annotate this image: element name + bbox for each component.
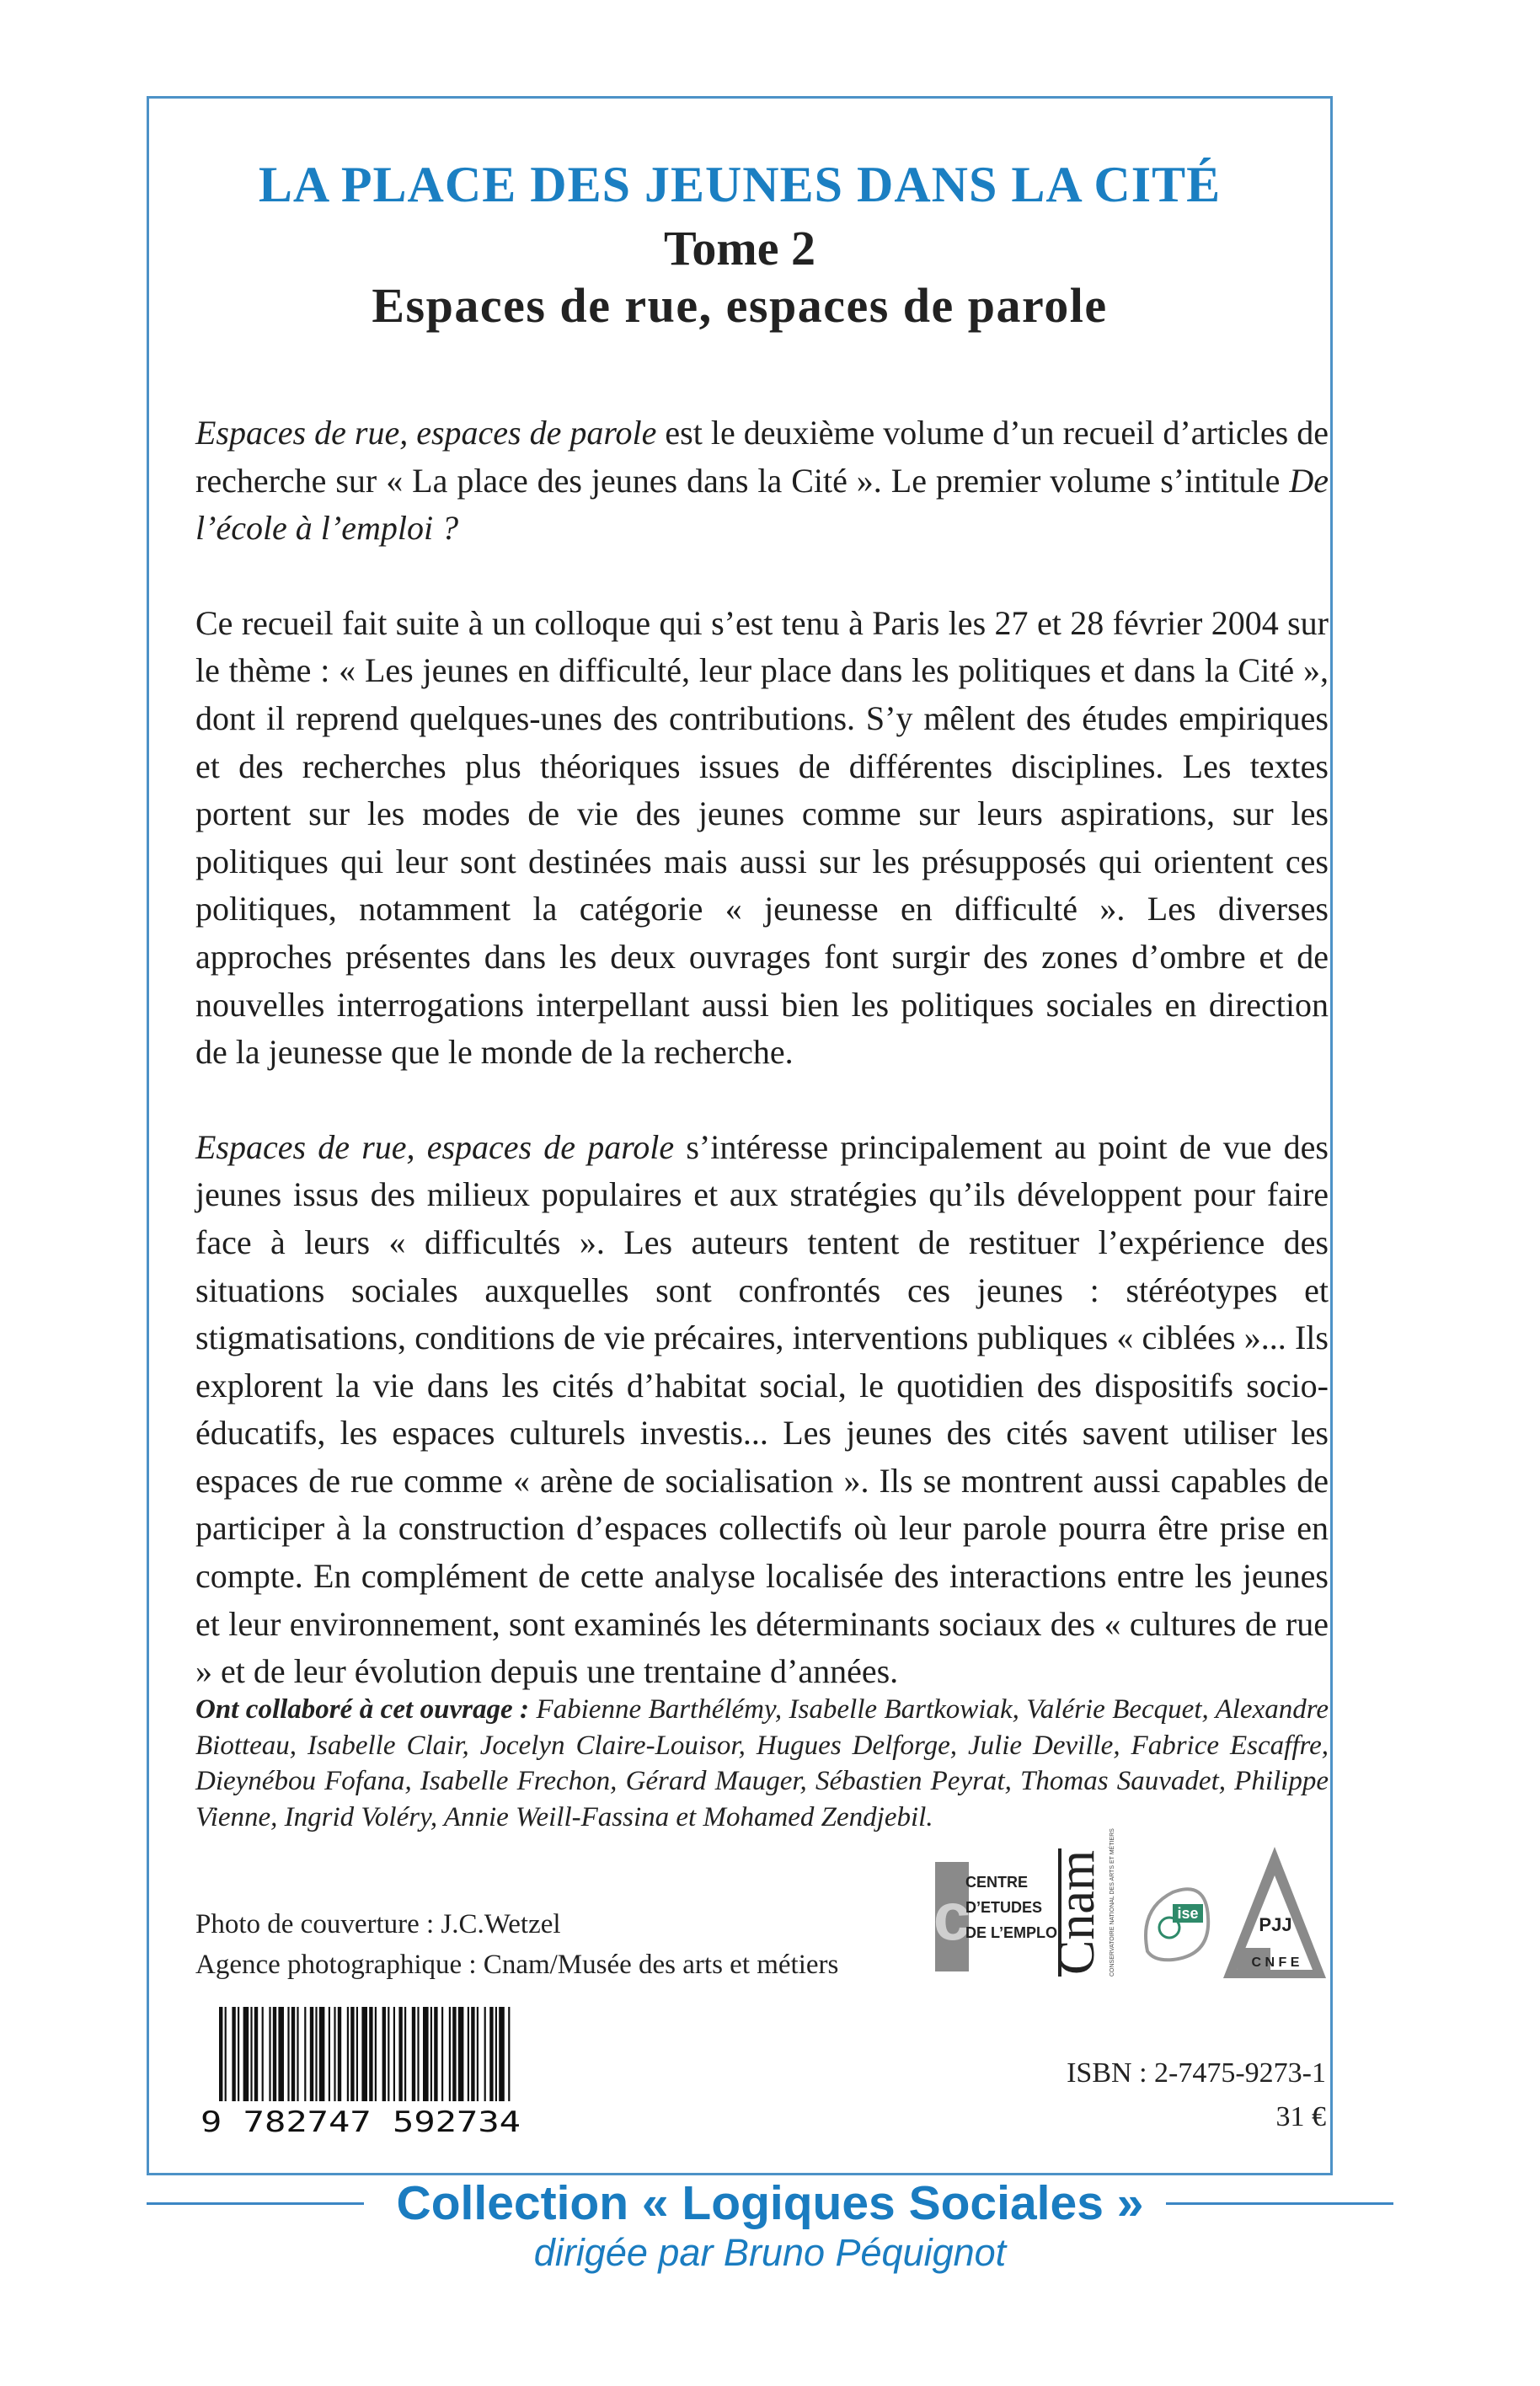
- paragraph-text: s’intéresse principalement au point de vue des jeunes issus des milieux populaires et aux stratégies qu’ils développent pour faire face à leurs « difficultés ». Les auteurs tentent de restituer l’expérience des situations sociales auxquelles sont confrontés ces jeunes : stéréotypes et stigmatisations, conditions de vie précaires, interventions publiques « ciblées »... Ils explorent la vie dans les cités d’habitat social, le quotidien des dispositifs socio-éducatifs, les espaces culturels investis... Les jeunes des cités savent utiliser les espaces de rue comme « arène de socialisation ». Ils se montrent aussi capables de participer à la construction d’espaces collectifs où leur parole pourra être prise en compte. En complément de cette analyse localisée des interactions entre les jeunes et leur environnement, sont examinés les déterminants sociaux des « cultures de rue » et de leur évolution depuis une trentaine d’années.: [195, 1127, 1329, 1691]
- barcode-bar: [449, 2007, 451, 2101]
- barcode-bar: [508, 2007, 510, 2101]
- price: 31 €: [1275, 2101, 1326, 2132]
- barcode-bar: [388, 2007, 389, 2101]
- ise-wordmark: ise: [1177, 1905, 1199, 1922]
- isbn: ISBN : 2-7475-9273-1: [1067, 2057, 1326, 2089]
- barcode-bar: [304, 2007, 306, 2101]
- barcode-bar: [334, 2007, 335, 2101]
- barcode-bar: [458, 2007, 464, 2101]
- blurb-paragraph-3: [195, 1124, 1329, 1696]
- pjj-label: PJJ: [1259, 1914, 1292, 1935]
- barcode-bar: [477, 2007, 479, 2101]
- barcode-bar: [269, 2007, 270, 2101]
- italic-title: Espaces de rue, espaces de parole: [195, 1127, 675, 1166]
- blurb: [195, 409, 1329, 1743]
- paragraph-text: est le deuxième volume d’un recueil d’articles de recherche sur « La place des jeunes dans la Cité ». Le premier volume s’intitule: [195, 414, 1329, 500]
- barcode-bar: [287, 2007, 289, 2101]
- ise-logo: [1139, 1875, 1215, 1968]
- book-subtitle: Espaces de rue, espaces de parole: [372, 278, 1108, 333]
- contributors-names: Fabienne Barthélémy, Isabelle Bartkowiak, Valérie Becquet, Alexandre Biotteau, Isabelle Clair, Jocelyn Claire-Louisor, Hugues Delforge, Julie Deville, Fabrice Escaffre, Dieynébou Fofana, Isabelle Frechon, Gérard Mauger, Sébastien Peyrat, Thomas Sauvadet, Philippe Vienne, Ingrid Voléry, Annie Weill-Fassina et Mohamed Zendjebil.: [195, 1694, 1329, 1832]
- barcode-bar: [489, 2007, 493, 2101]
- barcode-bar: [361, 2007, 367, 2101]
- barcode-bar: [297, 2007, 298, 2101]
- barcode-bar: [219, 2007, 222, 2101]
- cnfe-label: C N F E: [1251, 1955, 1300, 1970]
- barcode-bar: [452, 2007, 456, 2101]
- barcode-bar: [434, 2007, 437, 2101]
- barcode-bar: [412, 2007, 415, 2101]
- barcode-bar: [232, 2007, 235, 2101]
- barcode-bar: [417, 2007, 419, 2101]
- barcode-bar: [273, 2007, 276, 2101]
- contributors: [195, 1692, 1329, 1835]
- barcode-bar: [356, 2007, 358, 2101]
- barcode-bar: [499, 2007, 505, 2101]
- barcode-bar: [423, 2007, 429, 2101]
- barcode-bar: [278, 2007, 284, 2101]
- barcode-bar: [347, 2007, 349, 2101]
- barcode-bar: [398, 2007, 402, 2101]
- pjj-cnfe-logo: [1220, 1843, 1329, 1987]
- barcode-digits: 9 782747 592734: [201, 2105, 521, 2139]
- barcode-bar: [310, 2007, 313, 2101]
- cee-line-3: DE L’EMPLOI: [965, 1924, 1062, 1941]
- blurb-paragraph-1: [195, 409, 1329, 553]
- barcode-bar: [369, 2007, 372, 2101]
- contributors-label: Ont collaboré à cet ouvrage :: [195, 1694, 530, 1725]
- cnam-small-text: CONSERVATOIRE NATIONAL DES ARTS ET MÉTIERS: [1110, 1828, 1115, 1977]
- barcode-bar: [404, 2007, 406, 2101]
- volume-label: Tome 2: [664, 221, 815, 276]
- cee-line-2: D’ETUDES: [965, 1899, 1043, 1916]
- barcode: [194, 2005, 524, 2137]
- barcode-bar: [291, 2007, 295, 2101]
- barcode-bar: [254, 2007, 258, 2101]
- barcode-bar: [329, 2007, 330, 2101]
- barcode-bar: [495, 2007, 497, 2101]
- barcode-bar: [430, 2007, 432, 2101]
- barcode-bar: [375, 2007, 377, 2101]
- barcode-bar: [319, 2007, 325, 2101]
- barcode-bar: [484, 2007, 486, 2101]
- barcode-bar: [315, 2007, 317, 2101]
- blurb-paragraph-2: Ce recueil fait suite à un colloque qui s’est tenu à Paris les 27 et 28 février 2004 sur le thème : « Les jeunes en difficulté, leur place dans les politiques et dans la Cité », dont il reprend quelques-unes des contributions. S’y mêlent des études empiriques et des recherches plus théoriques issues de différentes disciplines. Les textes portent sur les modes de vie des jeunes comme sur leurs aspirations, sur les politiques qui leur sont destinées mais aussi sur les présupposés qui orientent ces politiques, notamment la catégorie « jeunesse en difficulté ». Les diverses approches présentes dans les deux ouvrages font surgir des zones d’ombre et de nouvelles interrogations interpellant aussi bien les politiques sociales en direction de la jeunesse que le monde de la recherche.: [195, 603, 1329, 1072]
- cee-line-1: CENTRE: [965, 1874, 1029, 1891]
- cee-logo: [933, 1862, 1062, 1971]
- barcode-bar: [225, 2007, 227, 2101]
- italic-first-volume: De l’école à l’emploi ?: [195, 461, 1329, 548]
- collection-title: Collection « Logiques Sociales »: [396, 2176, 1144, 2230]
- photo-credits: [195, 1904, 838, 1985]
- book-title: LA PLACE DES JEUNES DANS LA CITÉ: [258, 157, 1222, 212]
- cnam-wordmark: Cnam: [1048, 1849, 1105, 1975]
- barcode-bar: [350, 2007, 354, 2101]
- agency-credit: Agence photographique : Cnam/Musée des arts et métiers: [195, 1950, 839, 1980]
- barcode-bar: [393, 2007, 395, 2101]
- barcode-bar: [471, 2007, 474, 2101]
- barcode-bar: [468, 2007, 469, 2101]
- barcode-bar: [250, 2007, 252, 2101]
- barcode-bar: [382, 2007, 386, 2101]
- svg-text:c: c: [933, 1879, 971, 1954]
- barcode-bar: [262, 2007, 264, 2101]
- cnam-logo: [1045, 1828, 1137, 1985]
- barcode-bar: [243, 2007, 249, 2101]
- collection-director: dirigée par Bruno Péquignot: [533, 2231, 1007, 2274]
- barcode-bar: [338, 2007, 341, 2101]
- barcode-bar: [441, 2007, 443, 2101]
- photo-credit: Photo de couverture : J.C.Wetzel: [195, 1909, 561, 1939]
- italic-title: Espaces de rue, espaces de parole: [195, 414, 657, 452]
- barcode-bar: [238, 2007, 239, 2101]
